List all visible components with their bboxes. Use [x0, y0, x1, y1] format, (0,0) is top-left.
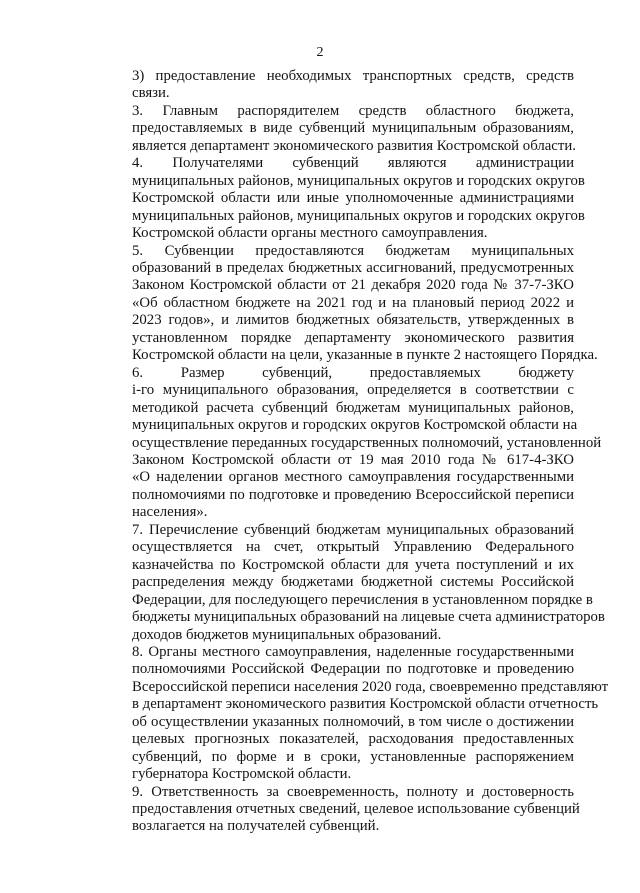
text-line: 6. Размер субвенций, предоставляемых бюджету	[132, 364, 574, 381]
text-line: 3. Главным распорядителем средств областного бюджета,	[132, 102, 574, 119]
text-line: установленном порядке департаменту экономического развития	[132, 329, 574, 346]
text-line: в департамент экономического развития Костромской области отчетность	[132, 696, 599, 713]
text-line: 5. Субвенции предоставляются бюджетам муниципальных	[132, 242, 574, 259]
text-line: населения».	[132, 504, 208, 521]
text-line: Федерации, для последующего перечисления в установленном порядке в	[132, 591, 593, 608]
text-line: предоставления отчетных сведений, целевое использование субвенций	[132, 801, 580, 818]
text-line: является департамент экономического развития Костромской области.	[132, 137, 576, 154]
text-line: об осуществлении указанных полномочий, в том числе о достижении	[132, 713, 574, 730]
text-line: полномочиями по подготовке и проведению Всероссийской переписи	[132, 486, 574, 503]
text-line: 2023 годов», и лимитов бюджетных обязательств, утвержденных в	[132, 312, 574, 329]
document-body	[96, 68, 609, 836]
paragraph	[96, 783, 580, 836]
text-line: связи.	[132, 85, 170, 102]
paragraph	[96, 643, 609, 784]
text-line: полномочиями Российской Федерации по подготовке и проведению	[132, 661, 574, 678]
page-number: 2	[316, 45, 324, 60]
text-line: муниципальных округов и городских округов Костромской области на	[132, 417, 578, 434]
text-line: 8. Органы местного самоуправления, наделенные государственными	[132, 643, 574, 660]
text-line: субвенций, по форме и в сроки, установленные распоряжением	[132, 748, 574, 765]
text-line: возлагается на получателей субвенций.	[132, 818, 380, 835]
text-line: распределения между бюджетами бюджетной системы Российской	[132, 574, 574, 591]
paragraph	[96, 68, 574, 103]
text-line: 9. Ответственность за своевременность, полноту и достоверность	[132, 783, 574, 800]
text-line: осуществляется на счет, открытый Управлению Федерального	[132, 539, 574, 556]
text-line: губернатора Костромской области.	[132, 766, 352, 783]
text-line: доходов бюджетов муниципальных образований.	[132, 626, 442, 643]
text-line: Законом Костромской области от 21 декабря 2020 года № 37-7-ЗКО	[132, 277, 574, 294]
paragraph	[96, 521, 605, 644]
text-line: i-го муниципального образования, определяется в соответствии с	[132, 382, 574, 399]
paragraph	[96, 155, 585, 242]
text-line: «Об областном бюджете на 2021 год и на плановый период 2022 и	[132, 294, 574, 311]
text-line: методикой расчета субвенций бюджетам муниципальных районов,	[132, 399, 574, 416]
text-line: бюджеты муниципальных образований на лицевые счета администраторов	[132, 609, 605, 626]
paragraph	[96, 242, 598, 365]
text-line: образований в пределах бюджетных ассигнований, предусмотренных	[132, 259, 574, 276]
text-line: Костромской области на цели, указанные в пункте 2 настоящего Порядка.	[132, 347, 598, 364]
text-line: целевых прогнозных показателей, расходования предоставленных	[132, 731, 574, 748]
text-line: 4. Получателями субвенций являются администрации	[132, 155, 574, 172]
text-line: «О наделении органов местного самоуправления государственными	[132, 469, 574, 486]
paragraph	[96, 103, 574, 155]
text-line: казначейства по Костромской области для учета поступлений и их	[132, 556, 574, 573]
text-line: Костромской области или иные уполномоченные администрациями	[132, 190, 574, 207]
text-line: Костромской области органы местного самоуправления.	[132, 225, 488, 242]
text-line: муниципальных районов, муниципальных округов и городских округов	[132, 172, 585, 189]
text-line: 3) предоставление необходимых транспортных средств, средств	[132, 68, 574, 84]
paragraph	[96, 364, 602, 522]
text-line: предоставляемых в виде субвенций муниципальным образованиям,	[132, 120, 574, 137]
text-line: 7. Перечисление субвенций бюджетам муниципальных образований	[132, 521, 574, 538]
text-line: Законом Костромской области от 19 мая 2010 года № 617-4-ЗКО	[132, 451, 574, 468]
text-line: Всероссийской переписи населения 2020 года, своевременно представляют	[132, 678, 609, 695]
text-line: муниципальных районов, муниципальных округов и городских округов	[132, 207, 585, 224]
text-line: осуществление переданных государственных полномочий, установленной	[132, 434, 602, 451]
